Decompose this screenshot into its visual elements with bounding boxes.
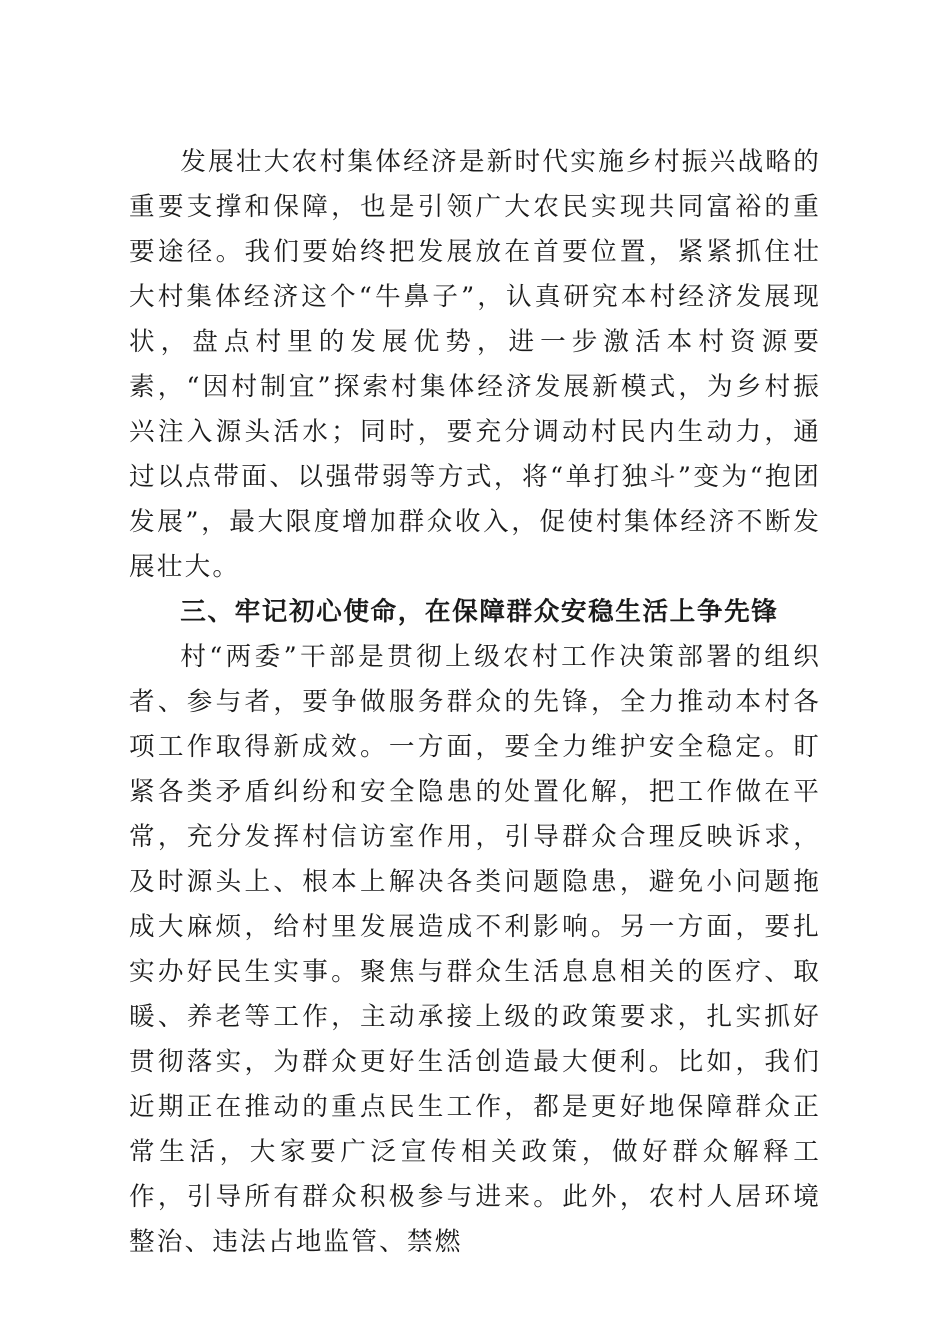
paragraph-village-committee: 村“两委”干部是贯彻上级农村工作决策部署的组织者、参与者，要争做服务群众的先锋，全力推动本村各项工作取得新成效。一方面，要全力维护安全稳定。盯紧各类矛盾纠纷和安全隐患的处置化解，把工作做在平常，充分发挥村信访室作用，引导群众合理反映诉求，及时源头上、根本上解决各类问题隐患，避免小问题拖成大麻烦，给村里发展造成不利影响。另一方面，要扎实办好民生实事。聚焦与群众生活息息相关的医疗、取暖、养老等工作，主动承接上级的政策要求，扎实抓好贯彻落实，为群众更好生活创造最大便利。比如，我们近期正在推动的重点民生工作，都是更好地保障群众正常生活，大家要广泛宣传相关政策，做好群众解释工作，引导所有群众积极参与进来。此外，农村人居环境整治、违法占地监管、禁燃: [129, 642, 821, 1257]
section-heading-3: 三、牢记初心使命，在保障群众安稳生活上争先锋: [180, 597, 779, 627]
paragraph-collective-economy: 发展壮大农村集体经济是新时代实施乡村振兴战略的重要支撑和保障，也是引领广大农民实现共同富裕的重要途径。我们要始终把发展放在首要位置，紧紧抓住壮大村集体经济这个“牛鼻子”，认真研究本村经济发展现状，盘点村里的发展优势，进一步激活本村资源要素，“因村制宜”探索村集体经济发展新模式，为乡村振兴注入源头活水；同时，要充分调动村民内生动力，通过以点带面、以强带弱等方式，将“单打独斗”变为“抱团发展”，最大限度增加群众收入，促使村集体经济不断发展壮大。: [129, 147, 821, 582]
document-body: [129, 140, 821, 1265]
